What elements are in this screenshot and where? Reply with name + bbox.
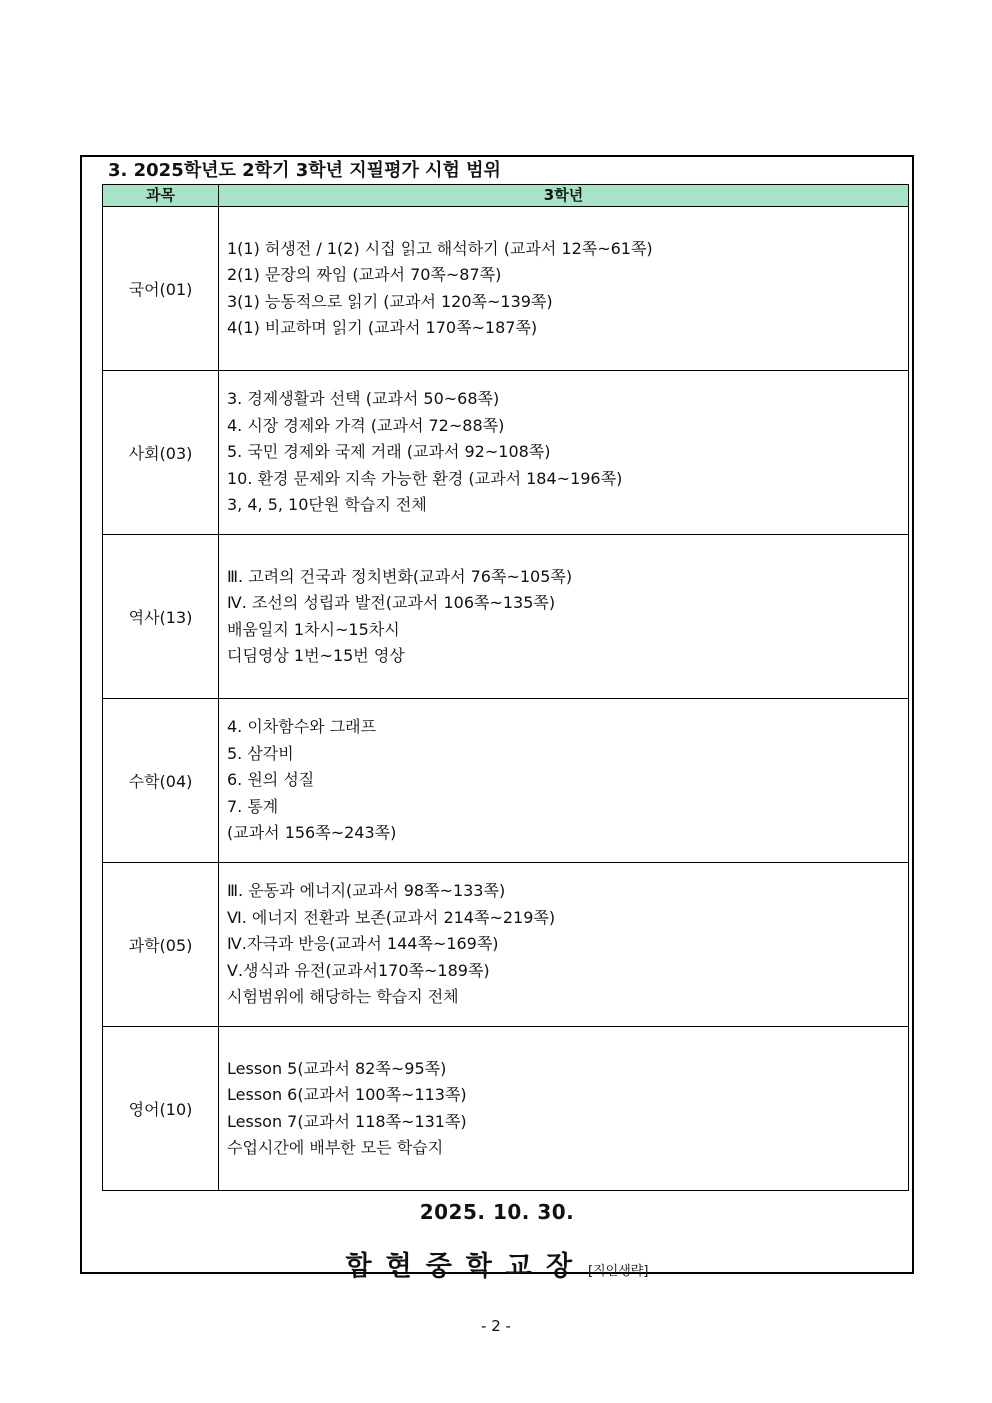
content-line: 7. 통계 bbox=[227, 796, 279, 816]
content-line: 6. 원의 성질 bbox=[227, 770, 315, 790]
issue-date: 2025. 10. 30. bbox=[419, 1200, 575, 1224]
subject-cell: 사회(03) bbox=[103, 371, 219, 535]
content-line: Ⅴ.생식과 유전(교과서170쪽~189쪽) bbox=[227, 960, 490, 980]
section-title: 3. 2025학년도 2학기 3학년 지필평가 시험 범위 bbox=[108, 160, 501, 181]
content-line: Ⅳ. 조선의 성립과 발전(교과서 106쪽~135쪽) bbox=[227, 593, 556, 612]
content-line: 3(1) 능동적으로 읽기 (교과서 120쪽~139쪽) bbox=[227, 291, 553, 311]
content-line: 3. 경제생활과 선택 (교과서 50~68쪽) bbox=[227, 389, 500, 409]
content-cell bbox=[219, 535, 909, 699]
content-line: 4. 시장 경제와 가격 (교과서 72~88쪽) bbox=[227, 415, 505, 435]
table-row-korean bbox=[103, 207, 909, 371]
content-line: 5. 국민 경제와 국제 거래 (교과서 92~108쪽) bbox=[227, 442, 551, 462]
content-line: Ⅳ.자극과 반응(교과서 144쪽~169쪽) bbox=[227, 934, 499, 954]
content-cell bbox=[219, 371, 909, 535]
table-row-science bbox=[103, 863, 909, 1027]
content-line: 4. 이차함수와 그래프 bbox=[227, 717, 377, 737]
content-line: 5. 삼각비 bbox=[227, 743, 294, 763]
content-line: Ⅲ. 고려의 건국과 정치변화(교과서 76쪽~105쪽) bbox=[227, 566, 573, 586]
content-line: 배움일지 1차시~15차시 bbox=[227, 619, 400, 639]
table-row-math bbox=[103, 699, 909, 863]
header-grade: 3학년 bbox=[219, 185, 909, 207]
content-line: Lesson 7(교과서 118쪽~131쪽) bbox=[227, 1111, 467, 1131]
content-line: (교과서 156쪽~243쪽) bbox=[227, 823, 397, 843]
table-row-social bbox=[103, 371, 909, 535]
table-header-row bbox=[103, 185, 909, 207]
content-line: 수업시간에 배부한 모든 학습지 bbox=[227, 1138, 444, 1157]
exam-scope-table bbox=[102, 184, 909, 1191]
content-cell bbox=[219, 863, 909, 1027]
content-line: 3, 4, 5, 10단원 학습지 전체 bbox=[227, 495, 427, 515]
table-row-english bbox=[103, 1027, 909, 1191]
content-line: 4(1) 비교하며 읽기 (교과서 170쪽~187쪽) bbox=[227, 318, 538, 337]
content-cell bbox=[219, 699, 909, 863]
seal-omitted-note: [직인생략] bbox=[588, 1264, 649, 1279]
content-line: 디딤영상 1번~15번 영상 bbox=[227, 646, 405, 665]
content-line: 1(1) 허생전 / 1(2) 시집 읽고 해석하기 (교과서 12쪽~61쪽) bbox=[227, 238, 653, 258]
content-line: 2(1) 문장의 짜임 (교과서 70쪽~87쪽) bbox=[227, 265, 502, 284]
content-line: Ⅲ. 운동과 에너지(교과서 98쪽~133쪽) bbox=[227, 881, 506, 901]
school-principal-name: 함현중학교장 bbox=[345, 1251, 587, 1282]
subject-cell: 국어(01) bbox=[103, 207, 219, 371]
page-number: - 2 - bbox=[481, 1317, 511, 1335]
content-line: Lesson 6(교과서 100쪽~113쪽) bbox=[227, 1085, 467, 1104]
subject-cell: 과학(05) bbox=[103, 863, 219, 1027]
subject-cell: 영어(10) bbox=[103, 1027, 219, 1191]
content-line: 10. 환경 문제와 지속 가능한 환경 (교과서 184~196쪽) bbox=[227, 468, 623, 488]
subject-cell: 수학(04) bbox=[103, 699, 219, 863]
signature-block bbox=[80, 1244, 914, 1283]
content-cell bbox=[219, 1027, 909, 1191]
content-line: 시험범위에 해당하는 학습지 전체 bbox=[227, 987, 459, 1007]
subject-cell: 역사(13) bbox=[103, 535, 219, 699]
table-row-history bbox=[103, 535, 909, 699]
content-line: Lesson 5(교과서 82쪽~95쪽) bbox=[227, 1058, 447, 1078]
header-subject: 과목 bbox=[103, 185, 219, 207]
content-cell bbox=[219, 207, 909, 371]
content-line: Ⅵ. 에너지 전환과 보존(교과서 214쪽~219쪽) bbox=[227, 907, 556, 927]
